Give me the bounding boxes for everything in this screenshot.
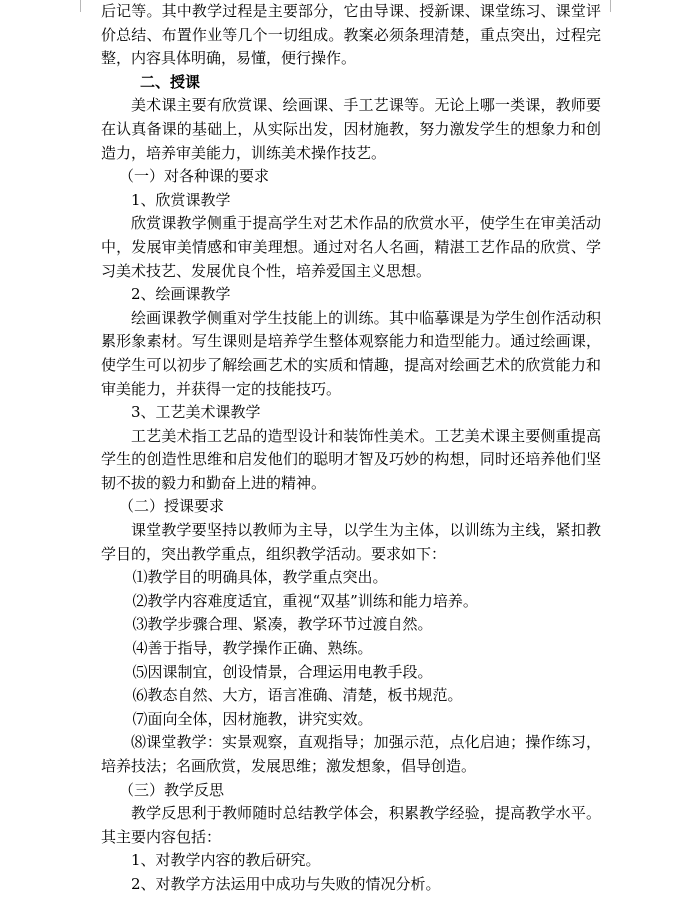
list-item: ⑺面向全体，因材施教，讲究实效。 xyxy=(132,709,373,728)
teaching-paragraph: 美术课主要有欣赏课、绘画课、手工艺课等。无论上哪一类课，教师要在认真备课的基础上，从实际出发，因材施教，努力激发学生的想象力和创造力，培养审美能力，训练美术操作技艺。 xyxy=(101,96,601,162)
reflection-paragraph: 教学反思利于教师随时总结教学体会，积累教学经验，提高教学水平。其主要内容包括： xyxy=(101,804,601,846)
subheading-craft: 3、工艺美术课教学 xyxy=(131,403,261,422)
page-corner-mark-left xyxy=(80,0,81,12)
list-item: ⑵教学内容难度适宜，重视“双基”训练和能力培养。 xyxy=(132,591,478,610)
appreciation-paragraph: 欣赏课教学侧重于提高学生对艺术作品的欣赏水平，使学生在审美活动中，发展审美情感和审美理想。通过对名人名画，精湛工艺作品的欣赏、学习美术技艺、发展优良个性，培养爱国主义思想。 xyxy=(101,214,601,280)
list-item: ⑻课堂教学：实景观察，直观指导；加强示范，点化启迪；操作练习，培养技法；名画欣赏，发展思维；激发想象，倡导创造。 xyxy=(101,733,601,775)
page-corner-mark-right xyxy=(610,0,611,12)
list-item: ⑸因课制宜，创设情景，合理运用电教手段。 xyxy=(132,662,433,681)
list-item: ⑶教学步骤合理、紧凑，教学环节过渡自然。 xyxy=(132,615,433,634)
subheading-drawing: 2、绘画课教学 xyxy=(131,285,231,304)
document-body xyxy=(101,0,601,897)
list-item: ⑹教态自然、大方，语言准确、清楚，板书规范。 xyxy=(132,686,463,705)
subheading-appreciation: 1、欣赏课教学 xyxy=(131,190,231,209)
drawing-paragraph: 绘画课教学侧重对学生技能上的训练。其中临摹课是为学生创作活动积累形象素材。写生课则是培养学生整体观察能力和造型能力。通过绘画课，使学生可以初步了解绘画艺术的实质和情趣，提高对绘画艺术的欣赏能力和审美能力，并获得一定的技能技巧。 xyxy=(101,308,601,398)
list-item: ⑴教学目的明确具体，教学重点突出。 xyxy=(132,568,388,587)
requirements-paragraph: 课堂教学要坚持以教师为主导，以学生为主体，以训练为主线，紧扣教学目的，突出教学重点，组织教学活动。要求如下： xyxy=(101,521,601,563)
subheading-reflection: （三）教学反思 xyxy=(119,780,225,799)
section-heading-teaching: 二、授课 xyxy=(140,72,201,91)
subheading-course-requirements: （一）对各种课的要求 xyxy=(119,167,270,186)
list-item: 1、对教学内容的教后研究。 xyxy=(131,851,321,870)
list-item: 2、对教学方法运用中成功与失败的情况分析。 xyxy=(131,874,441,893)
list-item: ⑷善于指导，教学操作正确、熟练。 xyxy=(132,639,373,658)
craft-paragraph: 工艺美术指工艺品的造型设计和装饰性美术。工艺美术课主要侧重提高学生的创造性思维和启发他们的聪明才智及巧妙的构想，同时还培养他们坚韧不拔的毅力和勤奋上进的精神。 xyxy=(101,426,601,492)
intro-paragraph: 后记等。其中教学过程是主要部分，它由导课、授新课、课堂练习、课堂评价总结、布置作业等几个一切组成。教案必须条理清楚，重点突出，过程完整，内容具体明确，易懂，便行操作。 xyxy=(101,2,601,68)
subheading-teaching-requirements: （二）授课要求 xyxy=(119,497,225,516)
